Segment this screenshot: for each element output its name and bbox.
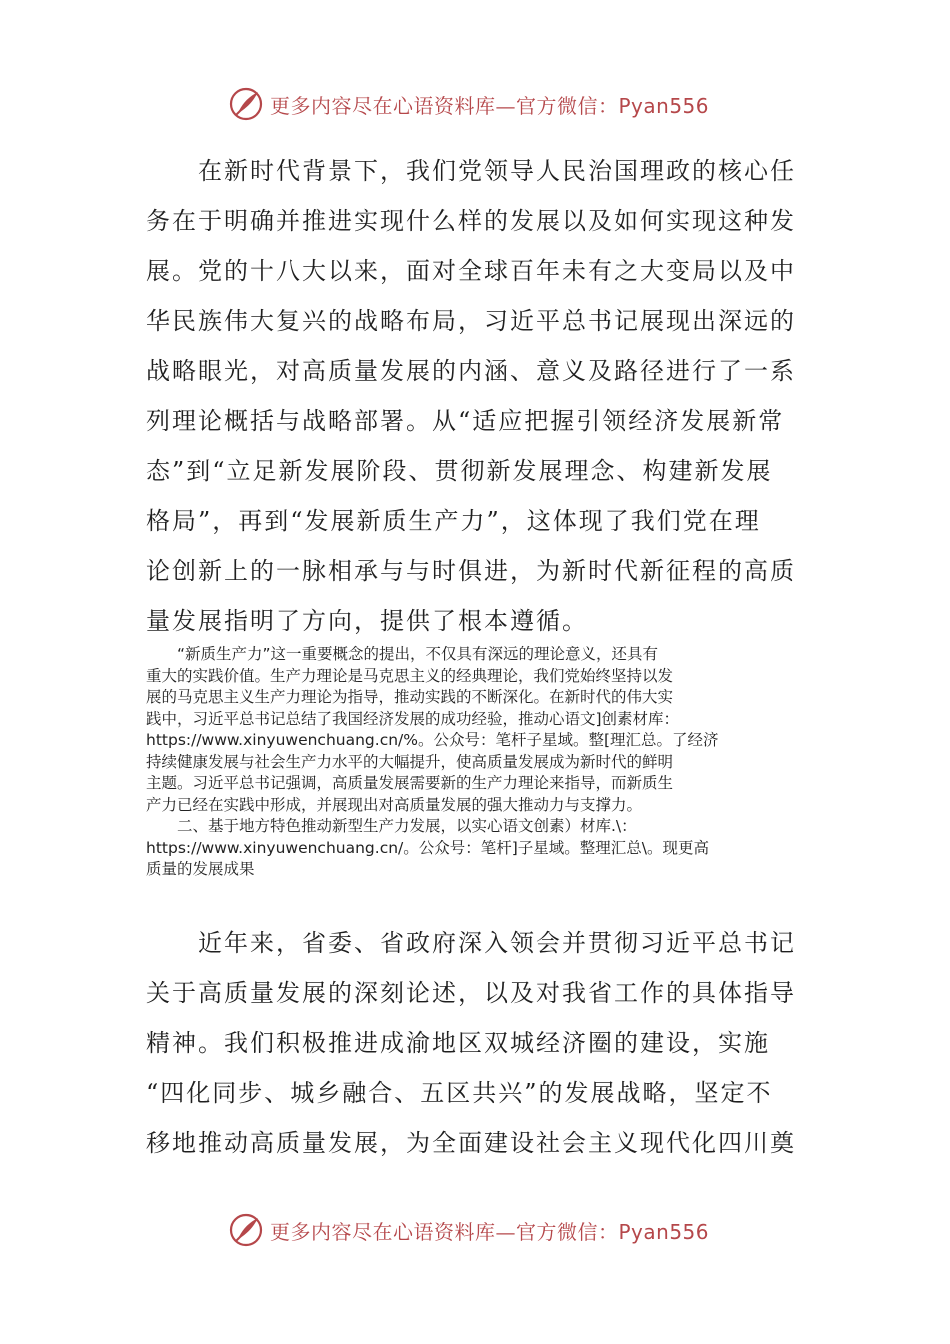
- watermark-banner-bottom: [228, 1210, 748, 1250]
- text-line: 列理论概括与战略部署。从“适应把握引领经济发展新常: [146, 407, 785, 435]
- text-line: 主题。习近平总书记强调，高质量发展需要新的生产力理论来指导，而新质生: [146, 774, 674, 792]
- text-line: 量发展指明了方向，提供了根本遵循。: [146, 607, 588, 635]
- paragraph-section-1: [146, 146, 806, 646]
- text-line: 务在于明确并推进实现什么样的发展以及如何实现这种发: [146, 207, 796, 235]
- text-line: 移地推动高质量发展，为全面建设社会主义现代化四川奠: [146, 1129, 796, 1157]
- text-line: 格局”，再到“发展新质生产力”，这体现了我们党在理: [146, 507, 761, 535]
- paragraph-small-block: [146, 644, 806, 881]
- text-line: 持续健康发展与社会生产力水平的大幅提升，使高质量发展成为新时代的鲜明: [146, 752, 674, 771]
- watermark-text: 更多内容尽在心语资料库—官方微信：Pyan556: [270, 1219, 710, 1244]
- text-line: 在新时代背景下，我们党领导人民治国理政的核心任: [146, 157, 796, 185]
- text-line: 精神。我们积极推进成渝地区双城经济圈的建设，实施: [146, 1029, 770, 1057]
- text-line: 战略眼光，对高质量发展的内涵、意义及路径进行了一系: [146, 357, 796, 385]
- text-line: 质量的发展成果: [146, 860, 255, 878]
- text-line: 展。党的十八大以来，面对全球百年未有之大变局以及中: [146, 257, 796, 285]
- text-line: https://www.xinyuwenchuang.cn/。公众号：笔杆]子星域。整理汇总\。现更高: [146, 838, 710, 857]
- text-line: 近年来，省委、省政府深入领会并贯彻习近平总书记: [146, 929, 796, 957]
- text-line: 关于高质量发展的深刻论述，以及对我省工作的具体指导: [146, 979, 796, 1007]
- paragraph-section-2: [146, 918, 806, 1168]
- text-line: 重大的实践价值。生产力理论是马克思主义的经典理论，我们党始终坚持以发: [146, 666, 674, 685]
- text-line: 产力已经在实践中形成，并展现出对高质量发展的强大推动力与支撑力。: [146, 795, 643, 814]
- text-line: 态”到“立足新发展阶段、贯彻新发展理念、构建新发展: [146, 457, 773, 485]
- quill-logo-icon: [228, 1212, 264, 1248]
- text-line: 二、基于地方特色推动新型生产力发展，以实心语文创素）材库.\：: [146, 817, 637, 835]
- text-line: 论创新上的一脉相承与与时俱进，为新时代新征程的高质: [146, 557, 796, 585]
- watermark-text: 更多内容尽在心语资料库—官方微信：Pyan556: [270, 93, 710, 118]
- text-line: “新质生产力”这一重要概念的提出，不仅具有深远的理论意义，还具有: [146, 645, 659, 663]
- text-line: “四化同步、城乡融合、五区共兴”的发展战略，坚定不: [146, 1079, 773, 1107]
- text-line: 华民族伟大复兴的战略布局，习近平总书记展现出深远的: [146, 307, 796, 335]
- text-line: https://www.xinyuwenchuang.cn/%。公众号：笔杆子星域。整[理汇总。了经济: [146, 731, 719, 749]
- watermark-banner-top: [228, 84, 748, 124]
- text-line: 践中，习近平总书记总结了我国经济发展的成功经验，推动心语文]创素材库：: [146, 709, 680, 728]
- quill-logo-icon: [228, 86, 264, 122]
- text-line: 展的马克思主义生产力理论为指导，推动实践的不断深化。在新时代的伟大实: [146, 688, 674, 706]
